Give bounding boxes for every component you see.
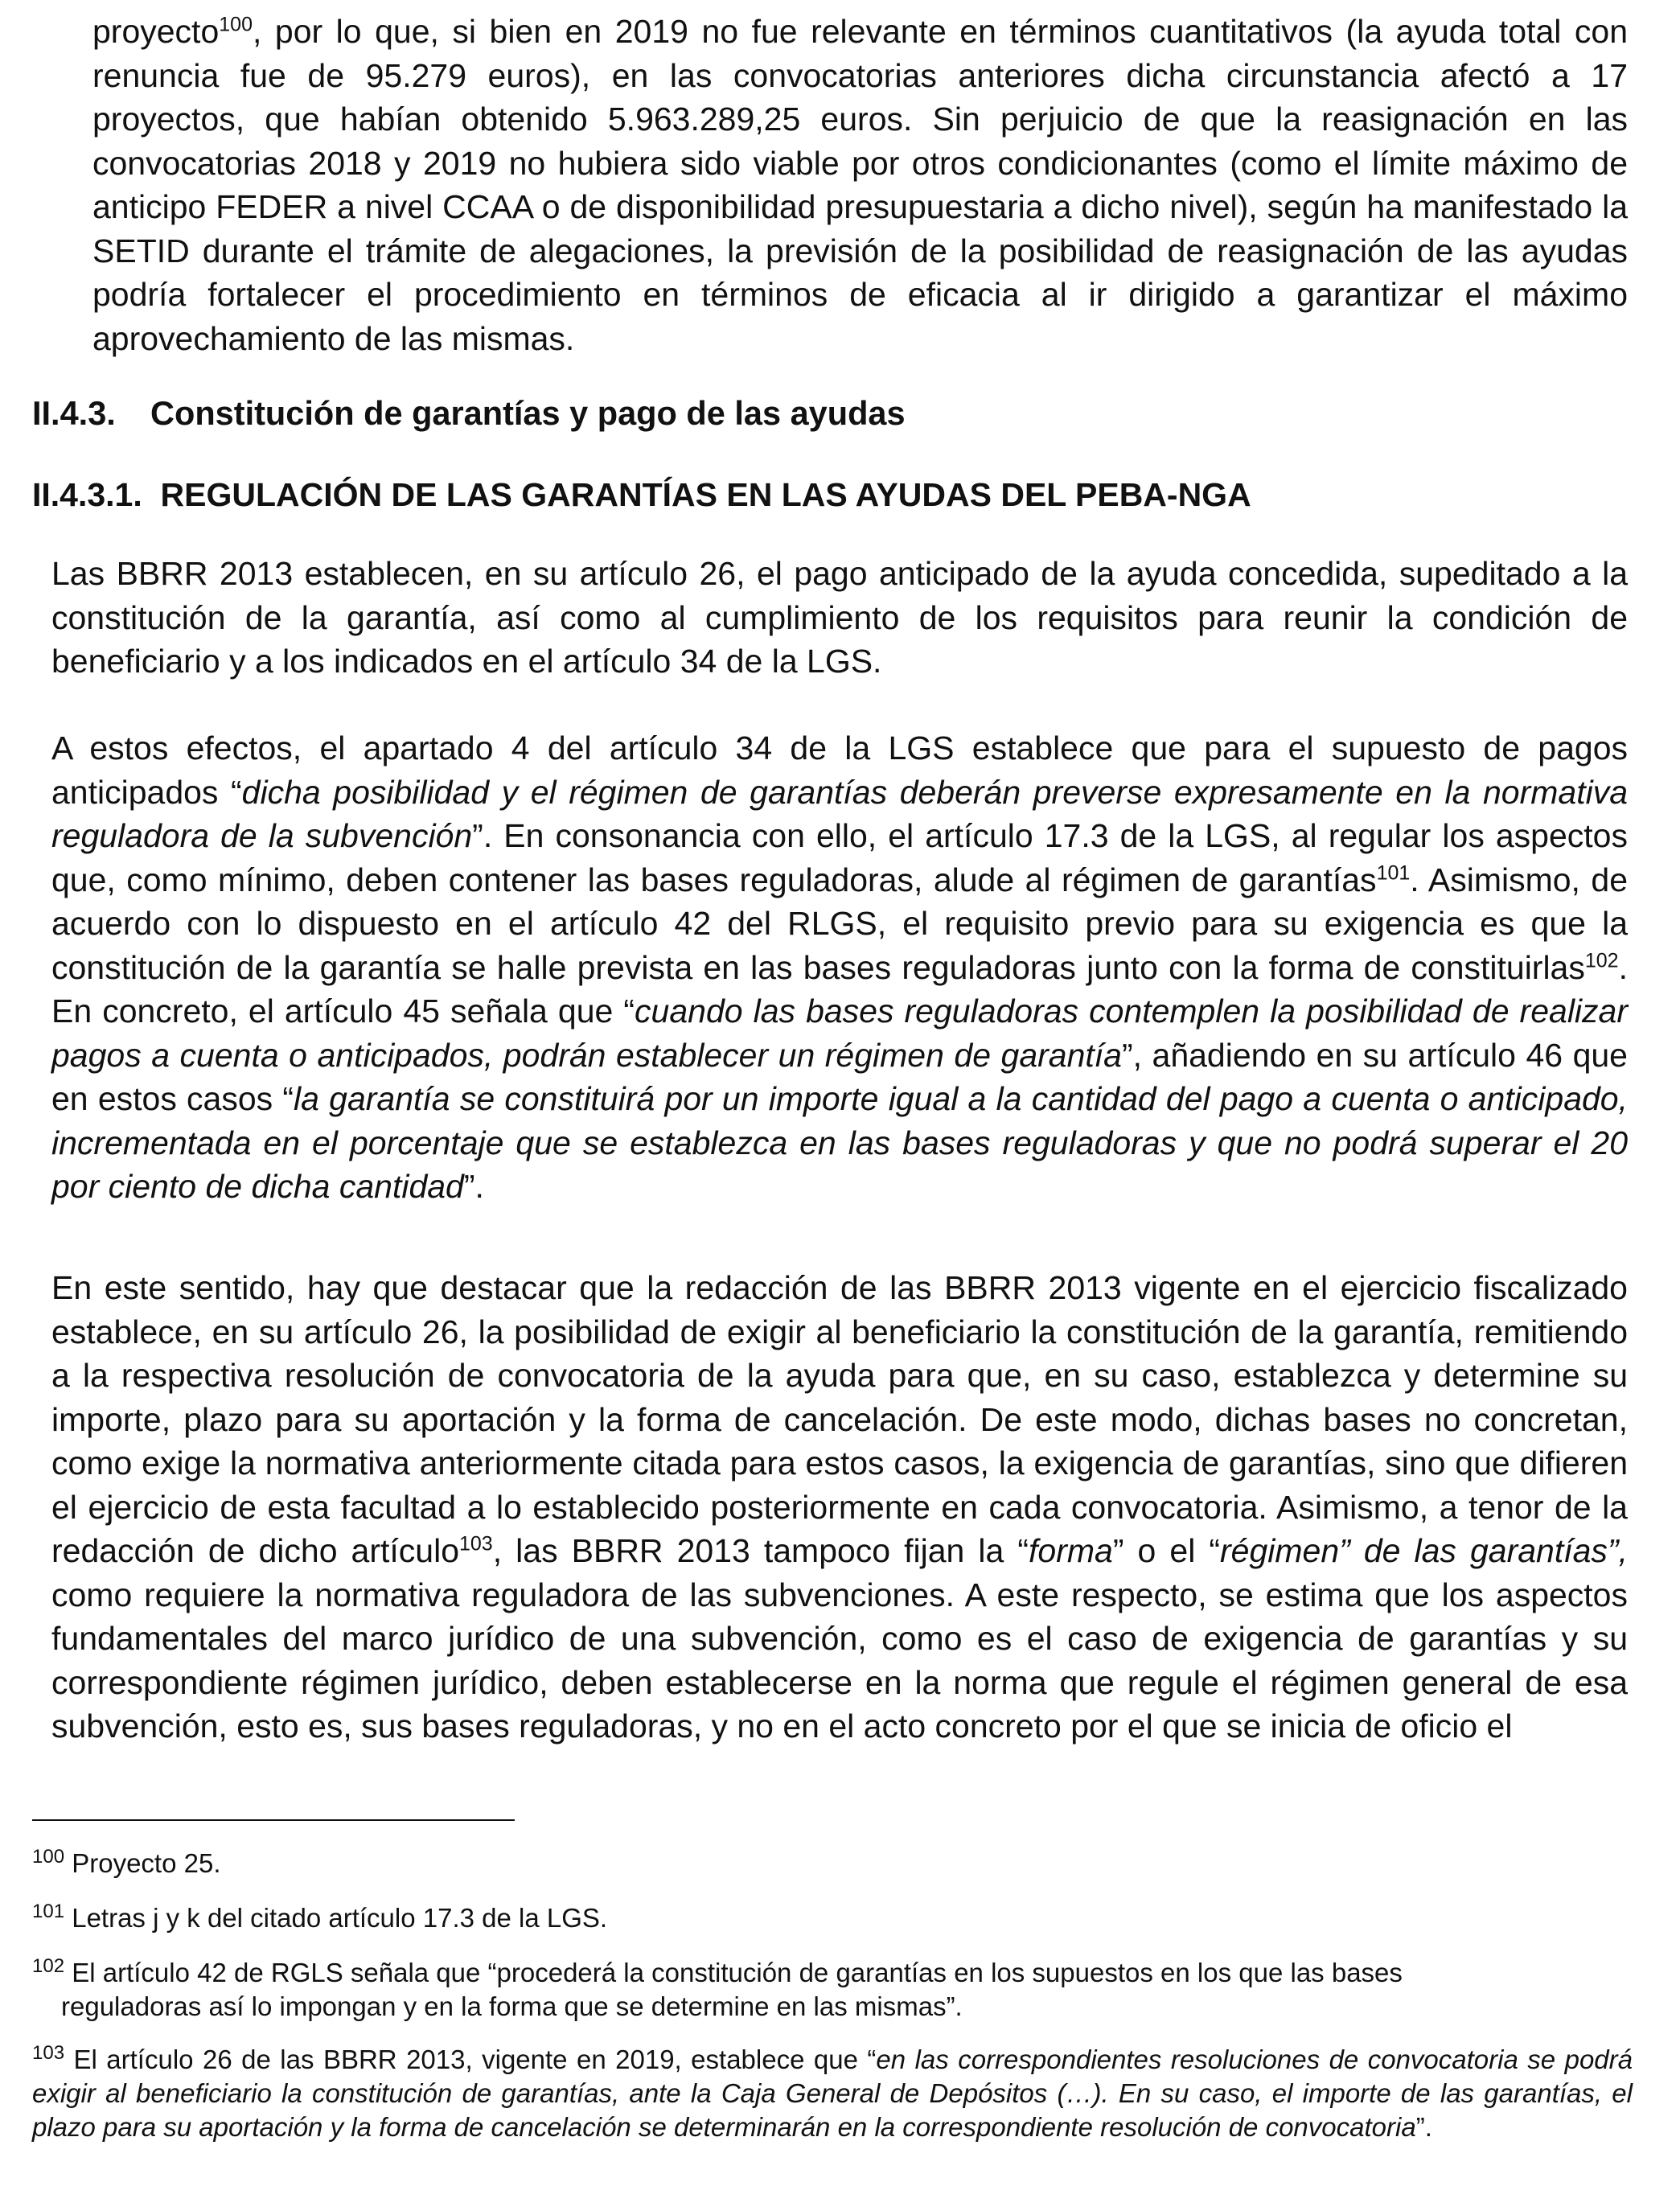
section-number: II.4.3.	[32, 394, 116, 432]
footnote-separator	[32, 1819, 515, 1821]
subsection-heading: II.4.3.1. REGULACIÓN DE LAS GARANTÍAS EN LAS AYUDAS DEL PEBA-NGA	[32, 476, 1251, 513]
paragraph-continuation: proyecto$^{100}$, por lo que, si bien en 2019 no fue relevante en términos cuantitativos (la ayuda total con renuncia fue de 95.279 euros), en las convocatorias anteriores dicha circunstancia afectó a 17 proyectos, que habían obtenido 5.963.289,25 euros. Sin perjuicio de que la reasignación en las convocatorias 2018 y 2019 no hubiera sido viable por otros condicionantes (como el límite máximo de anticipo FEDER a nivel CCAA o de disponibilidad presupuestaria a dicho nivel), según ha manifestado la SETID durante el trámite de alegaciones, la previsión de la posibilidad de reasignación de las ayudas podría fortalecer el procedimiento en términos de eficacia al ir dirigido a garantizar el máximo aprovechamiento de las mismas.	[92, 13, 1628, 357]
section-heading	[32, 394, 906, 433]
footnote-ref-101[interactable]: 101	[1376, 861, 1411, 884]
footnote-100: $^{100}$ Proyecto 25.	[32, 1846, 221, 1878]
paragraph-lgs-garantias: A estos efectos, el apartado 4 del artículo 34 de la LGS establece que para el supuesto de pagos anticipados “dicha posibilidad y el régimen de garantías deberán preverse expresamente en la normativa reguladora de la subvención”. En consonancia con ello, el artículo 17.3 de la LGS, al regular los aspectos que, como mínimo, deben contener las bases reguladoras, alude al régimen de garantías$^{101}$. Asimismo, de acuerdo con lo dispuesto en el artículo 42 del RLGS, el requisito previo para su exigencia es que la constitución de la garantía se halle prevista en las bases reguladoras junto con la forma de constituirlas$^{102}$. En concreto, el artículo 45 señala que “cuando las bases reguladoras contemplen la posibilidad de realizar pagos a cuenta o anticipados, podrán establecer un régimen de garantía”, añadiendo en su artículo 46 que en estos casos “la garantía se constituirá por un importe igual a la cantidad del pago a cuenta o anticipado, incrementada en el porcentaje que se establezca en las bases reguladoras y que no podrá superar el 20 por ciento de dicha cantidad”.	[51, 729, 1628, 1205]
footnote-103: $^{103}$ El artículo 26 de las BBRR 2013, vigente en 2019, establece que “en las correspondientes resoluciones de convocatoria se podrá exigir al beneficiario la constitución de garantías, ante la Caja General de Depósitos (…). En su caso, el importe de las garantías, el plazo para su aportación y la forma de cancelación se determinarán en la correspondiente resolución de convocatoria”.	[32, 2042, 1633, 2142]
footnote-101: $^{101}$ Letras j y k del citado artículo 17.3 de la LGS.	[32, 1901, 608, 1933]
footnote-ref-100[interactable]: 100	[219, 13, 253, 36]
footnote-ref-103[interactable]: 103	[459, 1532, 493, 1556]
section-title: Constitución de garantías y pago de las ayudas	[150, 394, 906, 432]
paragraph-bbrr-pago-anticipado: Las BBRR 2013 establecen, en su artículo 26, el pago anticipado de la ayuda concedida, supeditado a la constitución de la garantía, así como al cumplimiento de los requisitos para reunir la condición de beneficiario y a los indicados en el artículo 34 de la LGS.	[51, 555, 1628, 680]
paragraph-redaccion-bbrr: En este sentido, hay que destacar que la redacción de las BBRR 2013 vigente en el ejercicio fiscalizado establece, en su artículo 26, la posibilidad de exigir al beneficiario la constitución de la garantía, remitiendo a la respectiva resolución de convocatoria de la ayuda para que, en su caso, establezca y determine su importe, plazo para su aportación y la forma de cancelación. De este modo, dichas bases no concretan, como exige la normativa anteriormente citada para estos casos, la exigencia de garantías, sino que difieren el ejercicio de esta facultad a lo establecido posteriormente en cada convocatoria. Asimismo, a tenor de la redacción de dicho artículo$^{103}$, las BBRR 2013 tampoco fijan la “forma” o el “régimen” de las garantías”, como requiere la normativa reguladora de las subvenciones. A este respecto, se estima que los aspectos fundamentales del marco jurídico de una subvención, como es el caso de exigencia de garantías y su correspondiente régimen jurídico, deben establecerse en la norma que regule el régimen general de esa subvención, esto es, sus bases reguladoras, y no en el acto concreto por el que se inicia de oficio el	[51, 1269, 1628, 1745]
footnote-ref-102[interactable]: 102	[1584, 948, 1619, 972]
footnote-102: $^{102}$ El artículo 42 de RGLS señala que “procederá la constitución de garantías en los supuestos en los que las bases reguladoras así lo impongan y en la forma que se determine en las mismas”.	[32, 1955, 1403, 2021]
